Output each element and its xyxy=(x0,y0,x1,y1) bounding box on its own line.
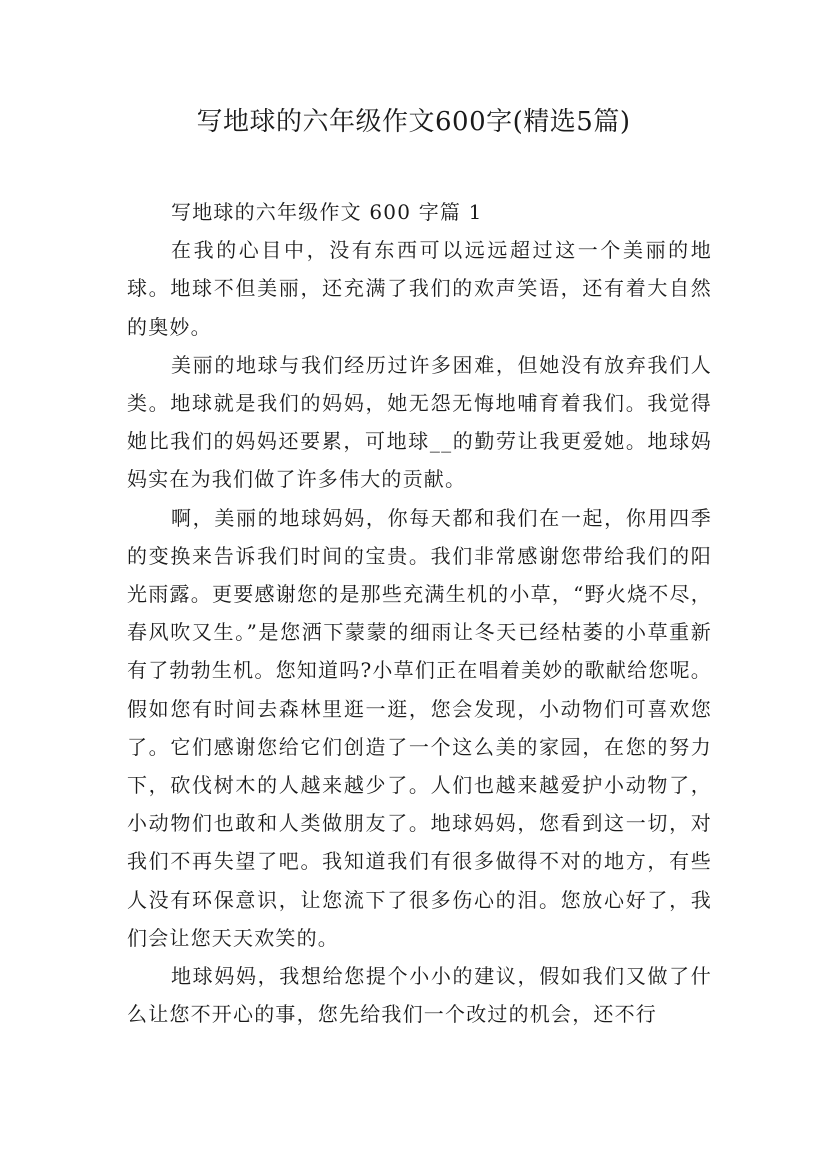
paragraph: 啊，美丽的地球妈妈，你每天都和我们在一起，你用四季的变换来告诉我们时间的宝贵。我们非常感谢您带给我们的阳光雨露。更要感谢您的是那些充满生机的小草，“野火烧不尽，春风吹又生。”是您洒下蒙蒙的细雨让冬天已经枯萎的小草重新有了勃勃生机。您知道吗?小草们正在唱着美妙的歌献给您呢。假如您有时间去森林里逛一逛，您会发现，小动物们可喜欢您了。它们感谢您给它们创造了一个这么美的家园，在您的努力下，砍伐树木的人越来越少了。人们也越来越爱护小动物了，小动物们也敢和人类做朋友了。地球妈妈，您看到这一切，对我们不再失望了吧。我知道我们有很多做得不对的地方，有些人没有环保意识，让您流下了很多伤心的泪。您放心好了，我们会让您天天欢笑的。 xyxy=(127,505,712,950)
document-title: 写地球的六年级作文600字(精选5篇) xyxy=(196,107,631,137)
paragraph: 在我的心目中，没有东西可以远远超过这一个美丽的地球。地球不但美丽，还充满了我们的欢声笑语，还有着大自然的奥妙。 xyxy=(127,238,712,339)
paragraph: 地球妈妈，我想给您提个小小的建议，假如我们又做了什么让您不开心的事，您先给我们一个改过的机会，还不行 xyxy=(127,964,712,1027)
document-body xyxy=(127,193,712,1033)
section-heading: 写地球的六年级作文 600 字篇 1 xyxy=(171,200,483,224)
paragraph: 美丽的地球与我们经历过许多困难，但她没有放弃我们人类。地球就是我们的妈妈，她无怨无悔地哺育着我们。我觉得她比我们的妈妈还要累，可地球__的勤劳让我更爱她。地球妈妈实在为我们做了许多伟大的贡献。 xyxy=(127,352,712,492)
